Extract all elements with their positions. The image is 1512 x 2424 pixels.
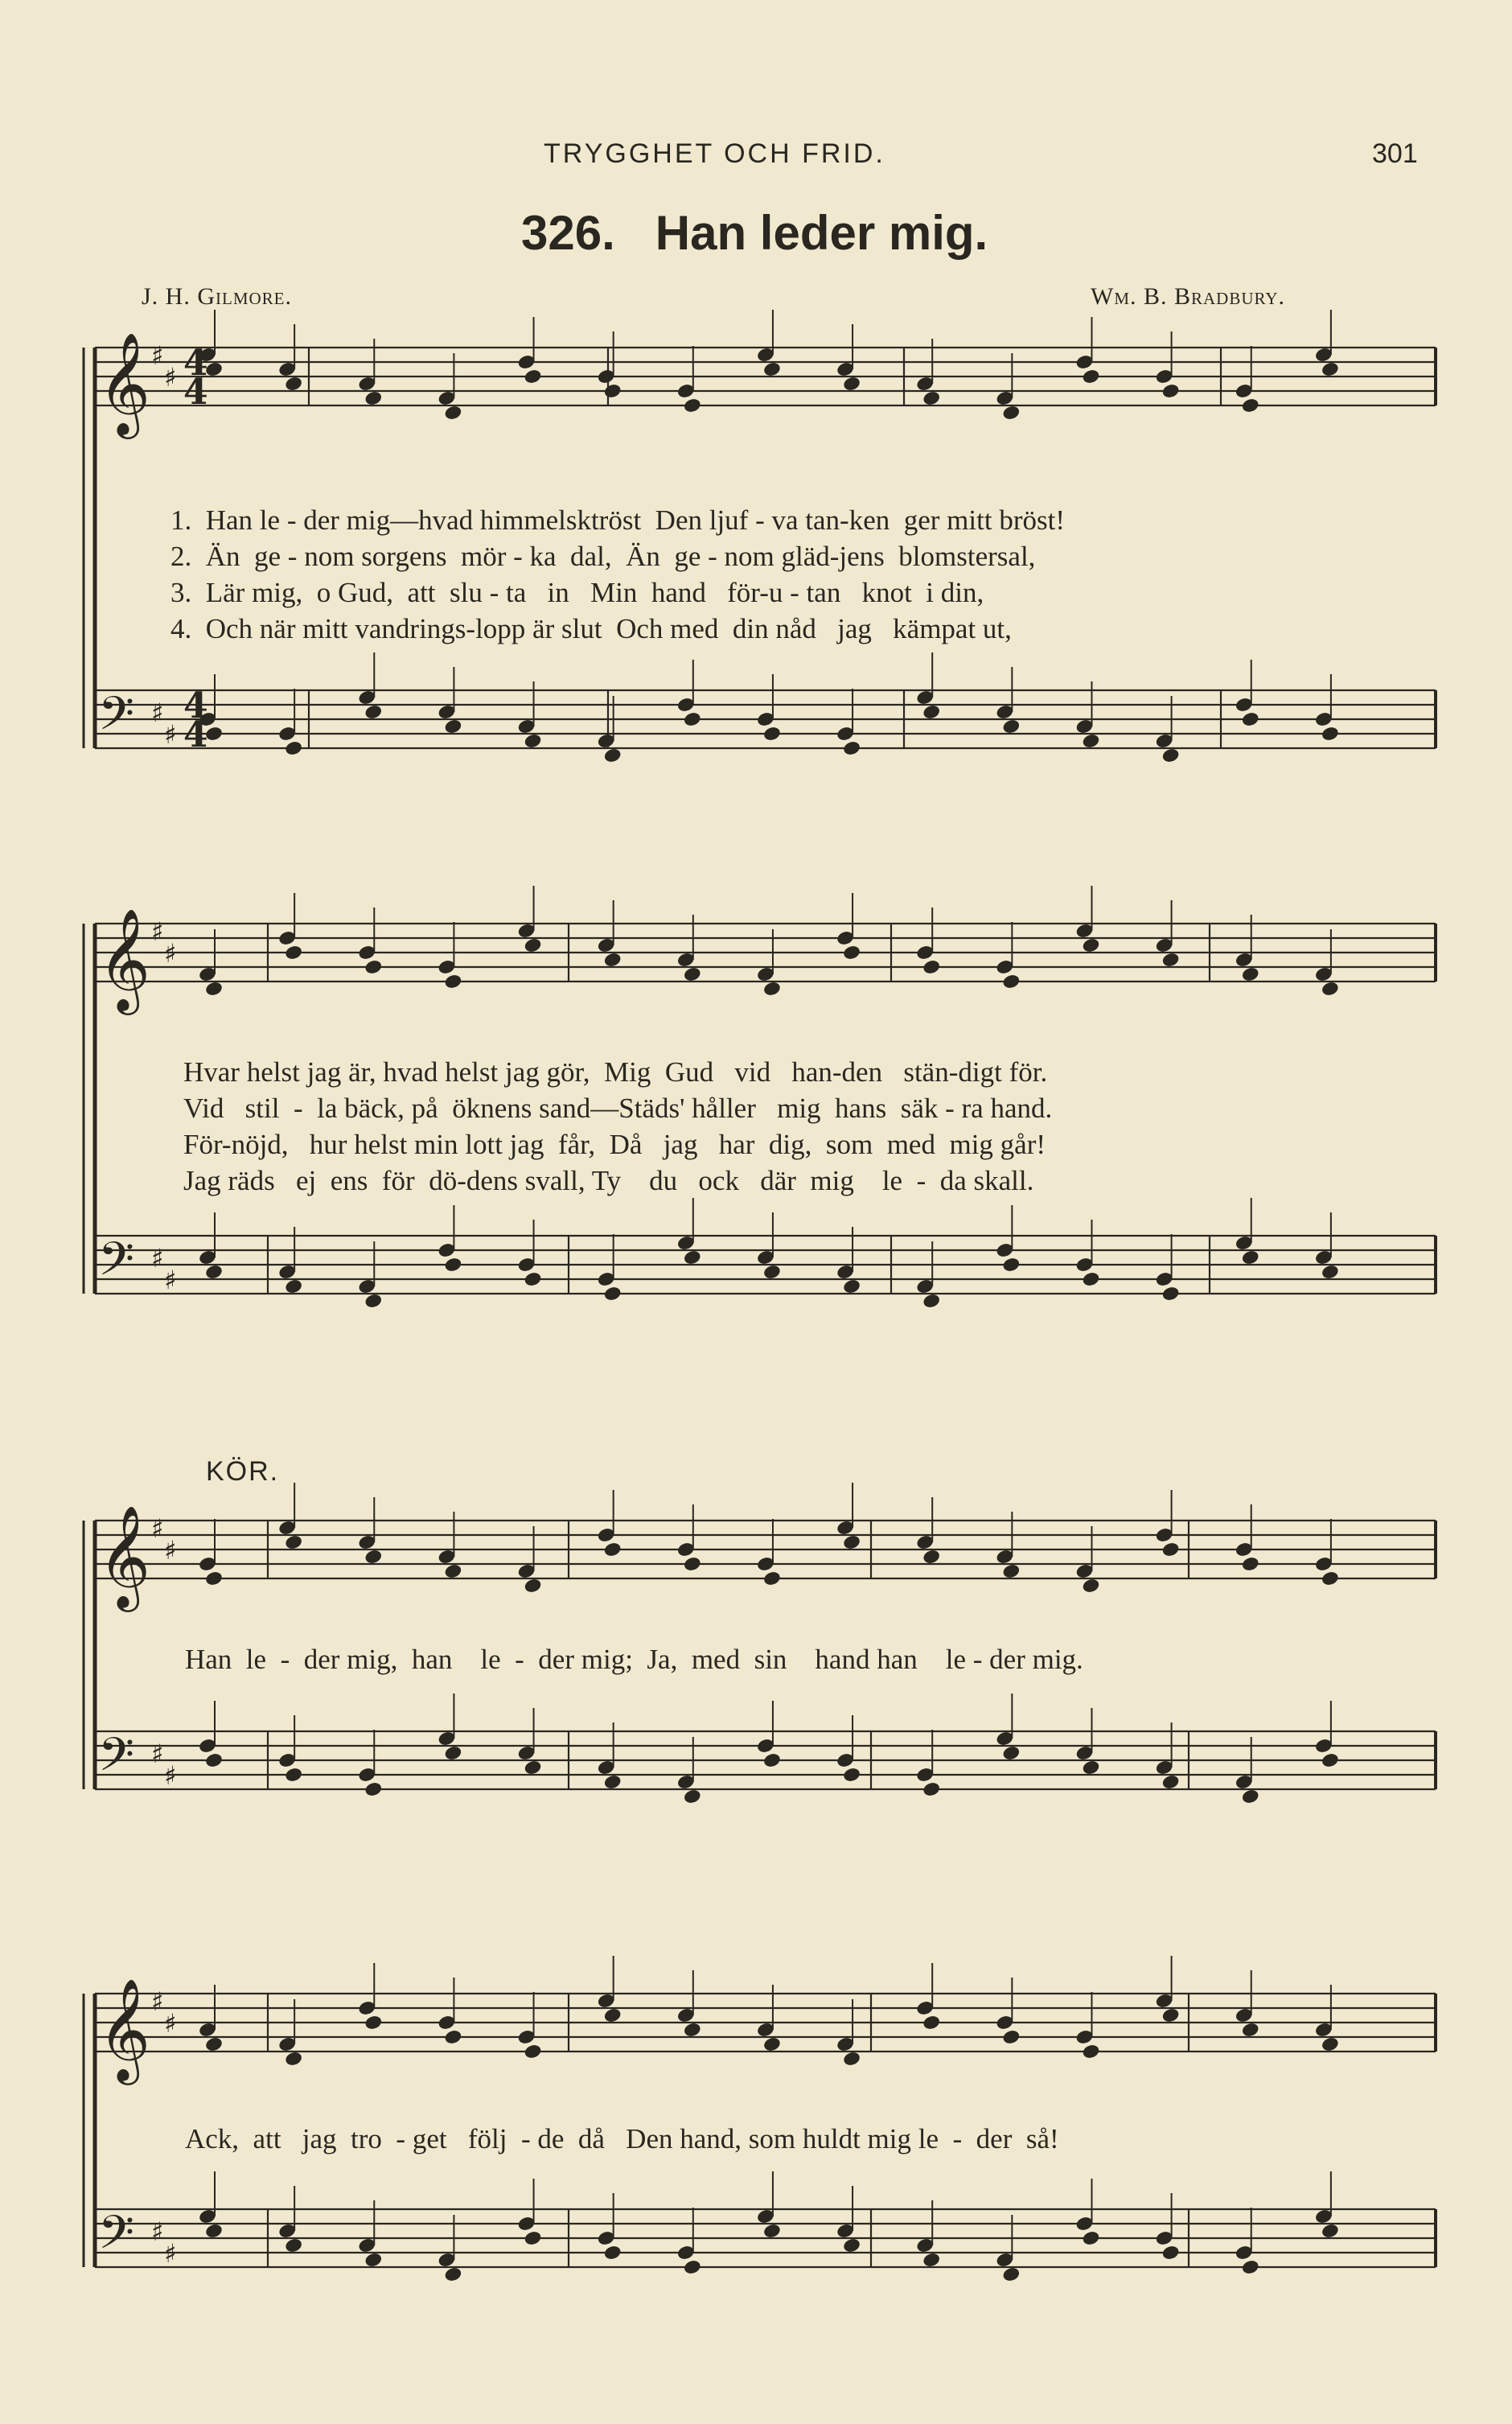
note-head — [683, 711, 702, 728]
verse-3-line-b: För-nöjd, hur helst min lott jag får, Då jag har dig, som med mig går! — [183, 1129, 1046, 1160]
composer-credit: Wm. B. Bradbury. — [1091, 283, 1286, 310]
sharp-sign: ♯ — [164, 2237, 177, 2269]
time-signature-bottom: 4 — [183, 714, 208, 755]
note-head — [1082, 2230, 1101, 2247]
treble-clef: 𝄞 — [98, 1504, 151, 1607]
note-head — [603, 2245, 622, 2261]
note-head — [762, 361, 782, 378]
time-signature-top: 4 — [183, 343, 208, 384]
hymn-title: 326. Han leder mig. — [521, 206, 988, 260]
chorus-line-1: Han le - der mig, han le - der mig; Ja, med sin hand han le - der mig. — [185, 1644, 1083, 1675]
note-head — [1321, 981, 1340, 998]
note-head — [1082, 2043, 1101, 2060]
sharp-sign: ♯ — [164, 1759, 177, 1791]
note-head — [284, 376, 303, 393]
lyricist-credit: J. H. Gilmore. — [142, 283, 292, 310]
note-head — [204, 1570, 224, 1587]
note-head — [364, 2015, 383, 2031]
verse-4-line-b: Jag räds ej ens för dö-dens svall, Ty du ock där mig le - da skall. — [183, 1165, 1034, 1196]
note-head — [1241, 966, 1260, 983]
note-head — [364, 2252, 383, 2269]
note-head — [204, 981, 224, 998]
sharp-sign: ♯ — [151, 1986, 164, 2017]
note-head — [1001, 2266, 1021, 2283]
note-head — [922, 2252, 941, 2269]
note-head — [603, 1774, 622, 1791]
note-head — [1082, 733, 1101, 750]
note-head — [524, 1759, 543, 1776]
note-head — [762, 981, 782, 998]
verse-3-line-a: 3. Lär mig, o Gud, att slu - ta in Min hand för-u - tan knot i din, — [171, 577, 984, 608]
note-head — [1321, 361, 1340, 378]
note-head — [762, 2036, 782, 2053]
sharp-sign: ♯ — [164, 2007, 177, 2039]
note-head — [284, 1534, 303, 1551]
note-head — [603, 1541, 622, 1558]
page-number: 301 — [1372, 138, 1418, 169]
bass-clef: 𝄢 — [98, 2205, 135, 2271]
note-head — [284, 2237, 303, 2254]
note-head — [1001, 1745, 1021, 1762]
note-head — [524, 1578, 543, 1595]
note-head — [443, 1563, 462, 1580]
note-head — [443, 1745, 462, 1762]
note-head — [603, 952, 622, 969]
note-head — [603, 747, 622, 764]
note-head — [524, 733, 543, 750]
note-head — [443, 405, 462, 422]
note-head — [524, 1271, 543, 1288]
note-head — [922, 704, 941, 721]
note-head — [1321, 1570, 1340, 1587]
note-head — [1161, 1774, 1181, 1791]
chorus-line-2: Ack, att jag tro - get följ - de då Den hand, som huldt mig le - der så! — [185, 2123, 1059, 2154]
note-head — [1321, 2223, 1340, 2240]
note-head — [842, 1278, 861, 1295]
note-head — [842, 944, 861, 961]
note-head — [922, 1781, 941, 1798]
note-head — [922, 1293, 941, 1310]
note-head — [284, 944, 303, 961]
note-head — [683, 2259, 702, 2276]
note-head — [364, 1781, 383, 1798]
note-head — [603, 2007, 622, 2024]
sharp-sign: ♯ — [164, 1534, 177, 1566]
verse-2-line-a: 2. Än ge - nom sorgens mör - ka dal, Än ge - nom gläd-jens blomstersal, — [171, 541, 1036, 572]
note-head — [922, 390, 941, 407]
verse-1-line-b: Hvar helst jag är, hvad helst jag gör, Mig Gud vid han-den stän-digt för. — [183, 1056, 1048, 1088]
note-head — [524, 368, 543, 385]
sharp-sign: ♯ — [164, 361, 177, 393]
note-head — [1082, 1271, 1101, 1288]
note-head — [1001, 973, 1021, 990]
note-head — [1161, 952, 1181, 969]
note-head — [364, 390, 383, 407]
note-head — [1321, 726, 1340, 743]
note-head — [284, 1278, 303, 1295]
note-head — [204, 2223, 224, 2240]
bass-clef: 𝄢 — [98, 686, 135, 752]
note-head — [204, 1752, 224, 1769]
note-head — [443, 718, 462, 735]
chorus-label: KÖR. — [206, 1456, 280, 1487]
note-head — [1241, 1788, 1260, 1805]
note-head — [1161, 1286, 1181, 1303]
time-signature-bottom: 4 — [183, 372, 208, 413]
note-head — [842, 1767, 861, 1784]
note-head — [1001, 2029, 1021, 2046]
note-head — [524, 2043, 543, 2060]
note-head — [524, 937, 543, 954]
note-head — [1082, 368, 1101, 385]
note-head — [443, 2029, 462, 2046]
treble-clef: 𝄞 — [98, 1977, 151, 2080]
sharp-sign: ♯ — [151, 340, 164, 371]
note-head — [1241, 1556, 1260, 1573]
note-head — [1001, 1563, 1021, 1580]
note-head — [1082, 1759, 1101, 1776]
note-head — [762, 1752, 782, 1769]
note-head — [364, 1293, 383, 1310]
time-signature-top: 4 — [183, 685, 208, 726]
note-head — [683, 1249, 702, 1266]
note-head — [284, 740, 303, 757]
note-head — [683, 1788, 702, 1805]
note-head — [842, 740, 861, 757]
note-head — [364, 1549, 383, 1566]
note-head — [842, 376, 861, 393]
sharp-sign: ♯ — [151, 1512, 164, 1544]
note-head — [762, 1264, 782, 1281]
bass-clef: 𝄢 — [98, 1232, 135, 1298]
note-head — [922, 2015, 941, 2031]
verse-4-line-a: 4. Och när mitt vandrings-lopp är slut Och med din nåd jag kämpat ut, — [171, 613, 1012, 644]
note-head — [683, 1556, 702, 1573]
note-head — [524, 2230, 543, 2247]
note-head — [842, 1534, 861, 1551]
note-head — [364, 704, 383, 721]
note-head — [762, 726, 782, 743]
sharp-sign: ♯ — [151, 1242, 164, 1274]
note-head — [1001, 405, 1021, 422]
note-head — [1241, 2259, 1260, 2276]
note-head — [443, 2266, 462, 2283]
sharp-sign: ♯ — [164, 937, 177, 969]
running-title: TRYGGHET OCH FRID. — [544, 138, 885, 169]
note-head — [842, 2051, 861, 2068]
note-head — [683, 2022, 702, 2039]
note-head — [1161, 747, 1181, 764]
note-head — [204, 1264, 224, 1281]
note-head — [603, 1286, 622, 1303]
note-head — [1161, 383, 1181, 400]
sharp-sign: ♯ — [151, 1738, 164, 1769]
note-head — [1082, 1578, 1101, 1595]
treble-clef: 𝄞 — [98, 907, 151, 1010]
note-head — [762, 1570, 782, 1587]
note-head — [1001, 1257, 1021, 1274]
note-head — [1082, 937, 1101, 954]
note-head — [1161, 1541, 1181, 1558]
sharp-sign: ♯ — [151, 2216, 164, 2247]
note-head — [1241, 397, 1260, 414]
note-head — [1001, 718, 1021, 735]
note-head — [1161, 2007, 1181, 2024]
verse-2-line-b: Vid stil - la bäck, på öknens sand—Städs' håller mig hans säk - ra hand. — [183, 1093, 1053, 1124]
sharp-sign: ♯ — [151, 916, 164, 947]
note-head — [1241, 711, 1260, 728]
note-head — [1241, 2022, 1260, 2039]
note-head — [842, 2237, 861, 2254]
note-head — [1321, 2036, 1340, 2053]
note-head — [683, 966, 702, 983]
bass-clef: 𝄢 — [98, 1727, 135, 1793]
note-head — [922, 1549, 941, 1566]
note-head — [762, 2223, 782, 2240]
note-head — [443, 973, 462, 990]
note-head — [284, 1767, 303, 1784]
sharp-sign: ♯ — [164, 1264, 177, 1295]
note-head — [443, 1257, 462, 1274]
note-head — [1321, 1264, 1340, 1281]
sharp-sign: ♯ — [164, 718, 177, 750]
treble-clef: 𝄞 — [98, 331, 151, 434]
note-head — [204, 2036, 224, 2053]
note-head — [284, 2051, 303, 2068]
note-head — [364, 959, 383, 976]
note-head — [603, 383, 622, 400]
note-head — [922, 959, 941, 976]
note-head — [1241, 1249, 1260, 1266]
note-head — [1321, 1752, 1340, 1769]
note-head — [683, 397, 702, 414]
verse-1-line-a: 1. Han le - der mig—hvad himmelsktröst Den ljuf - va tan-ken ger mitt bröst! — [171, 504, 1065, 536]
sharp-sign: ♯ — [151, 697, 164, 728]
note-head — [1161, 2245, 1181, 2261]
